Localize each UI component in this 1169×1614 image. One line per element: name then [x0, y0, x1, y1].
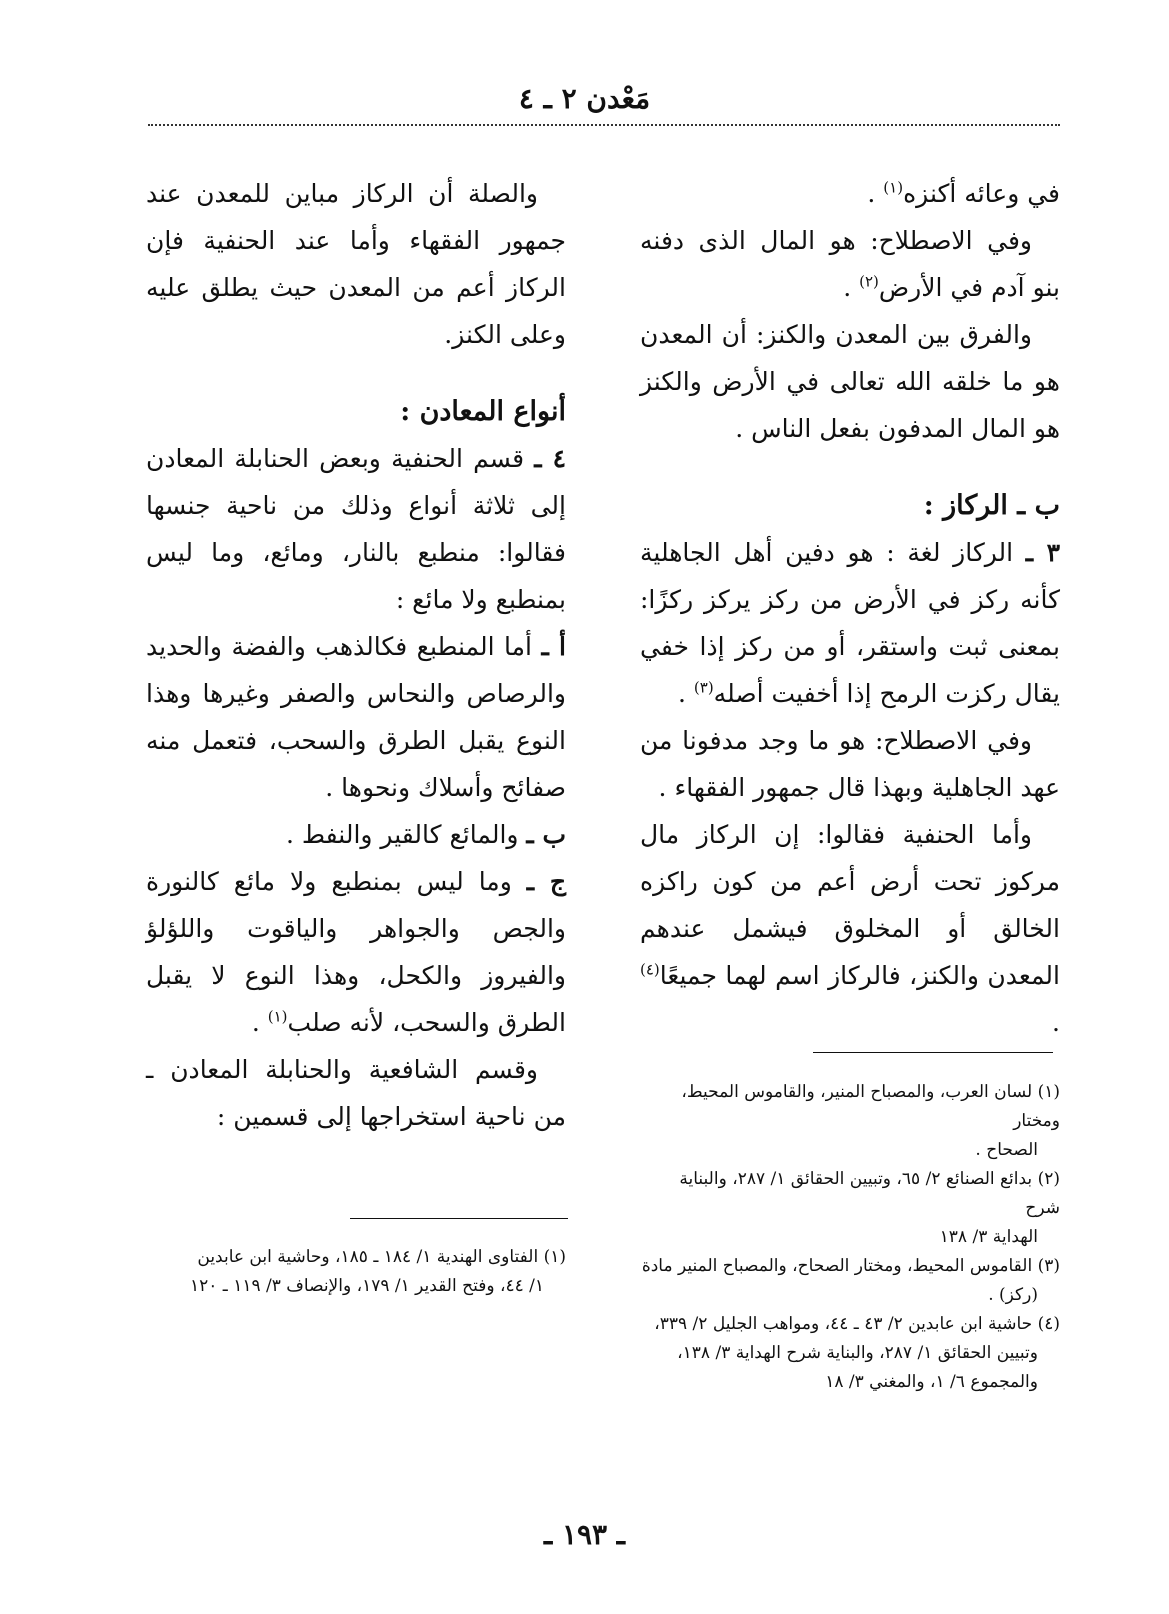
left-footnote-divider [350, 1218, 568, 1219]
list-item-c: ج ـ وما ليس بمنطبع ولا مائع كالنورة والجص والجواهر والياقوت واللؤلؤ والفيروز والكحل، وهذا النوع لا يقبل الطرق والسحب، لأنه صلب$^{(١)}$ . [146, 867, 566, 1037]
footnote-ref-3: (٣) [693, 678, 714, 697]
footnote-ref-1: (١) [883, 178, 904, 197]
right-paragraph-2: وفي الاصطلاح: هو المال الذى دفنه بنو آدم في الأرض$^{(٢)}$ . [640, 226, 1060, 302]
header-divider [148, 124, 1060, 126]
list-item-a: أ ـ أما المنطبع فكالذهب والفضة والحديد والرصاص والنحاس والصفر وغيرها وهذا النوع يقبل الطرق والسحب، فتعمل منه صفائح وأسلاك ونحوها . [146, 632, 566, 802]
right-paragraph-1: في وعائه أكنزه$^{(١)}$ . [867, 178, 1060, 208]
left-paragraph-3: وقسم الشافعية والحنابلة المعادن ـ من ناحية استخراجها إلى قسمين : [146, 1055, 566, 1131]
list-item-b: ب ـ والمائع كالقير والنفط . [286, 820, 566, 849]
right-paragraph-6: وأما الحنفية فقالوا: إن الركاز مال مركوز تحت أرض أعم من كون راكزه الخالق أو المخلوق فيشمل عندهم المعدن والكنز، فالركاز اسم لهما جميعًا$^{(٤)}$ . [640, 820, 1060, 1037]
footnote-1: (١) لسان العرب، والمصباح المنير، والقاموس المحيط، ومختار [681, 1082, 1060, 1131]
footnote-ref-2: (٢) [859, 272, 879, 291]
left-paragraph-2: ٤ ـ قسم الحنفية وبعض الحنابلة المعادن إلى ثلاثة أنواع وذلك من ناحية جنسها فقالوا: منطبع بالنار، ومائع، وما ليس بمنطبع ولا مائع : [146, 444, 566, 614]
footnote-4: (٤) حاشية ابن عابدين ٢/ ٤٣ ـ ٤٤، ومواهب الجليل ٢/ ٣٣٩، [654, 1314, 1060, 1334]
right-column [640, 170, 1060, 1046]
page-header: مَعْدن ٢ ـ ٤ [518, 82, 651, 115]
footnote-3: (٣) القاموس المحيط، ومختار الصحاح، والمصباح المنير مادة [641, 1256, 1060, 1276]
left-footnotes: (١) الفتاوى الهندية ١/ ١٨٤ ـ ١٨٥، وحاشية ابن عابدين ١/ ٤٤، وفتح القدير ١/ ١٧٩، والإنصاف ٣/ ١١٩ ـ ١٢٠ [146, 1243, 566, 1301]
footnote-ref-left-1: (١) [267, 1007, 288, 1026]
footnote-2: (٢) بدائع الصنائع ٢/ ٦٥، وتبيين الحقائق ١/ ٢٨٧، والبناية شرح [679, 1169, 1060, 1218]
right-footnote-divider [813, 1052, 1053, 1053]
right-paragraph-4: ٣ ـ الركاز لغة : هو دفين أهل الجاهلية كأنه ركز في الأرض من ركز يركز ركزًا: بمعنى ثبت واستقر، أو من ركز إذا خفي يقال ركزت الرمح إذا أخفيت أصله$^{(٣)}$ . [640, 538, 1061, 708]
left-footnote-1: (١) الفتاوى الهندية ١/ ١٨٤ ـ ١٨٥، وحاشية ابن عابدين [197, 1247, 566, 1267]
section-heading-types: أنواع المعادن : [400, 396, 566, 427]
footnote-ref-4: (٤) [640, 960, 660, 979]
right-paragraph-5: وفي الاصطلاح: هو ما وجد مدفونا من عهد الجاهلية وبهذا قال جمهور الفقهاء . [640, 726, 1060, 802]
section-heading-rikaz: ب ـ الركاز : [923, 490, 1060, 521]
right-footnotes: (١) لسان العرب، والمصباح المنير، والقاموس المحيط، ومختار الصحاح . (٢) بدائع الصنائع ٢/ ٦٥، وتبيين الحقائق ١/ ٢٨٧، والبناية شرح الهداية ٣/ ١٣٨ (٣) القاموس المحيط، ومختار الصحاح، والمصباح المنير مادة (ركز) . (٤) حاشية ابن عابدين ٢/ ٤٣ ـ ٤٤، ومواهب الجليل ٢/ ٣٣٩، وتبيين الحقائق ١/ ٢٨٧، والبناية شرح الهداية ٣/ ١٣٨، والمجموع ٦/ ١، والمغني ٣/ ١٨ [640, 1078, 1060, 1397]
left-paragraph-1: والصلة أن الركاز مباين للمعدن عند جمهور الفقهاء وأما عند الحنفية فإن الركاز أعم من المعدن حيث يطلق عليه وعلى الكنز. [146, 179, 566, 349]
page-number: ـ ١٩٣ ـ [543, 1518, 626, 1551]
left-column [146, 170, 566, 1140]
right-paragraph-3: والفرق بين المعدن والكنز: أن المعدن هو ما خلقه الله تعالى في الأرض والكنز هو المال المدفون بفعل الناس . [640, 320, 1060, 443]
